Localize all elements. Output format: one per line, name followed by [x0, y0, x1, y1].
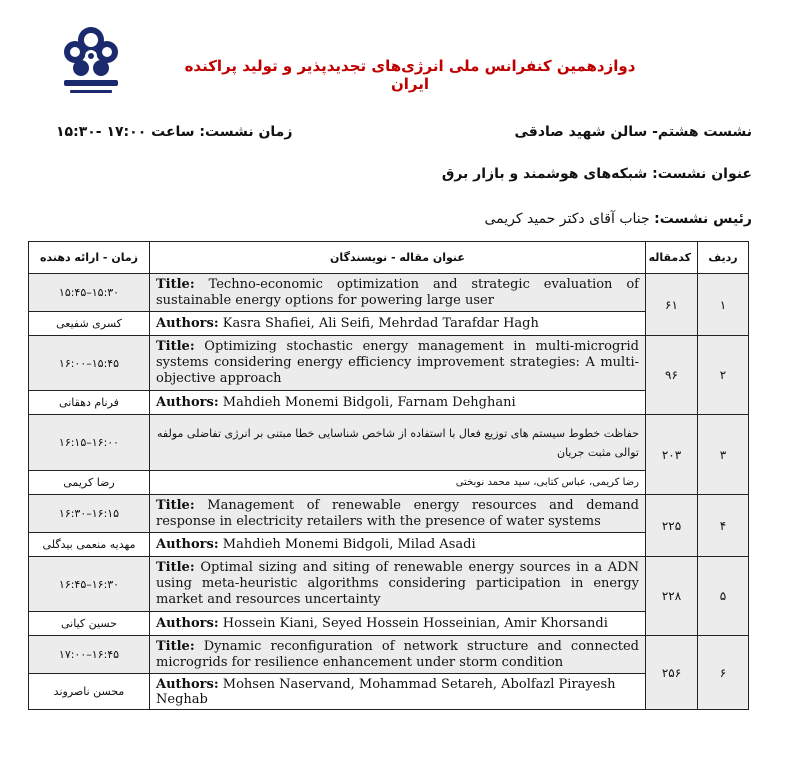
time-slot: ۱۶:۳۰–۱۶:۴۵ [29, 557, 150, 612]
row-number: ۳ [698, 415, 749, 495]
table-row [29, 636, 749, 674]
table-row [29, 612, 749, 636]
schedule-table [28, 241, 749, 710]
presenter-name: کسری شفیعی [29, 312, 150, 336]
paper-authors: Authors: Mohsen Naservand, Mohammad Setareh, Abolfazl Pirayesh Neghab [150, 674, 646, 710]
presenter-name: حسین کیانی [29, 612, 150, 636]
presenter-name: مهدیه منعمی بیدگلی [29, 533, 150, 557]
paper-code: ۶۱ [646, 274, 698, 336]
paper-authors: Authors: Mahdieh Monemi Bidgoli, Milad Asadi [150, 533, 646, 557]
paper-title: Title: Techno-economic optimization and strategic evaluation of sustainable energy options for powering large user [150, 274, 646, 312]
table-row [29, 674, 749, 710]
session-time: زمان نشست: ساعت ۱۷:۰۰ -۱۵:۳۰ [56, 124, 293, 140]
header-time-presenter: زمان - ارائه دهنده [29, 242, 150, 274]
table-row [29, 336, 749, 391]
table-row [29, 533, 749, 557]
table-row [29, 391, 749, 415]
paper-authors: Authors: Hossein Kiani, Seyed Hossein Hosseinian, Amir Khorsandi [150, 612, 646, 636]
presenter-name: محسن ناصروند [29, 674, 150, 710]
header-code: کدمقاله [646, 242, 698, 274]
paper-code: ۲۲۸ [646, 557, 698, 636]
row-number: ۲ [698, 336, 749, 415]
paper-title: Title: Optimizing stochastic energy management in multi-microgrid systems considering energy efficiency improvement strategies: A multi-objective approach [150, 336, 646, 391]
chair-label: رئیس نشست: [654, 211, 752, 227]
row-number: ۱ [698, 274, 749, 336]
time-slot: ۱۵:۳۰–۱۵:۴۵ [29, 274, 150, 312]
paper-authors: رضا کریمی، عباس کتابی، سید محمد نوبختی [150, 471, 646, 495]
paper-title: Title: Optimal sizing and siting of renewable energy sources in a ADN using meta-heuristic algorithms considering participation in energy market and resources uncertainty [150, 557, 646, 612]
session-name: نشست هشتم- سالن شهید صادقی [514, 124, 752, 140]
paper-code: ۲۲۵ [646, 495, 698, 557]
table-row [29, 415, 749, 471]
time-slot: ۱۶:۱۵–۱۶:۳۰ [29, 495, 150, 533]
table-row [29, 495, 749, 533]
session-topic: عنوان نشست: شبکه‌های هوشمند و بازار برق [441, 166, 752, 182]
university-logo [48, 16, 134, 102]
paper-code: ۲۵۶ [646, 636, 698, 710]
table-row [29, 471, 749, 495]
chair-name: جناب آقای دکتر حمید کریمی [484, 211, 650, 227]
time-slot: ۱۵:۴۵–۱۶:۰۰ [29, 336, 150, 391]
paper-authors: Authors: Mahdieh Monemi Bidgoli, Farnam Dehghani [150, 391, 646, 415]
table-row [29, 557, 749, 612]
presenter-name: رضا کریمی [29, 471, 150, 495]
table-row [29, 274, 749, 312]
paper-code: ۲۰۳ [646, 415, 698, 495]
header-row: ردیف [698, 242, 749, 274]
row-number: ۴ [698, 495, 749, 557]
session-chair [485, 211, 752, 227]
paper-title: Title: Dynamic reconfiguration of network structure and connected microgrids for resilience enhancement under storm condition [150, 636, 646, 674]
conference-title: دوازدهمین کنفرانس ملی انرژی‌های تجدیدپذیر و تولید پراکنده ایران [184, 57, 636, 93]
presenter-name: فرنام دهقانی [29, 391, 150, 415]
paper-title: حفاظت خطوط سیستم های توزیع فعال با استفاده از شاخص شناسایی خطا مبتنی بر انرژی تفاضلی مولفه توالی مثبت جریان [150, 415, 646, 471]
time-slot: ۱۶:۴۵–۱۷:۰۰ [29, 636, 150, 674]
paper-authors: Authors: Kasra Shafiei, Ali Seifi, Mehrdad Tarafdar Hagh [150, 312, 646, 336]
table-row [29, 312, 749, 336]
university-logo-icon [48, 16, 134, 102]
row-number: ۵ [698, 557, 749, 636]
header-paper-authors: عنوان مقاله - نویسندگان [150, 242, 646, 274]
time-slot: ۱۶:۰۰–۱۶:۱۵ [29, 415, 150, 471]
table-header-row [29, 242, 749, 274]
paper-title: Title: Management of renewable energy resources and demand response in electricity retailers with the presence of water systems [150, 495, 646, 533]
paper-code: ۹۶ [646, 336, 698, 415]
row-number: ۶ [698, 636, 749, 710]
